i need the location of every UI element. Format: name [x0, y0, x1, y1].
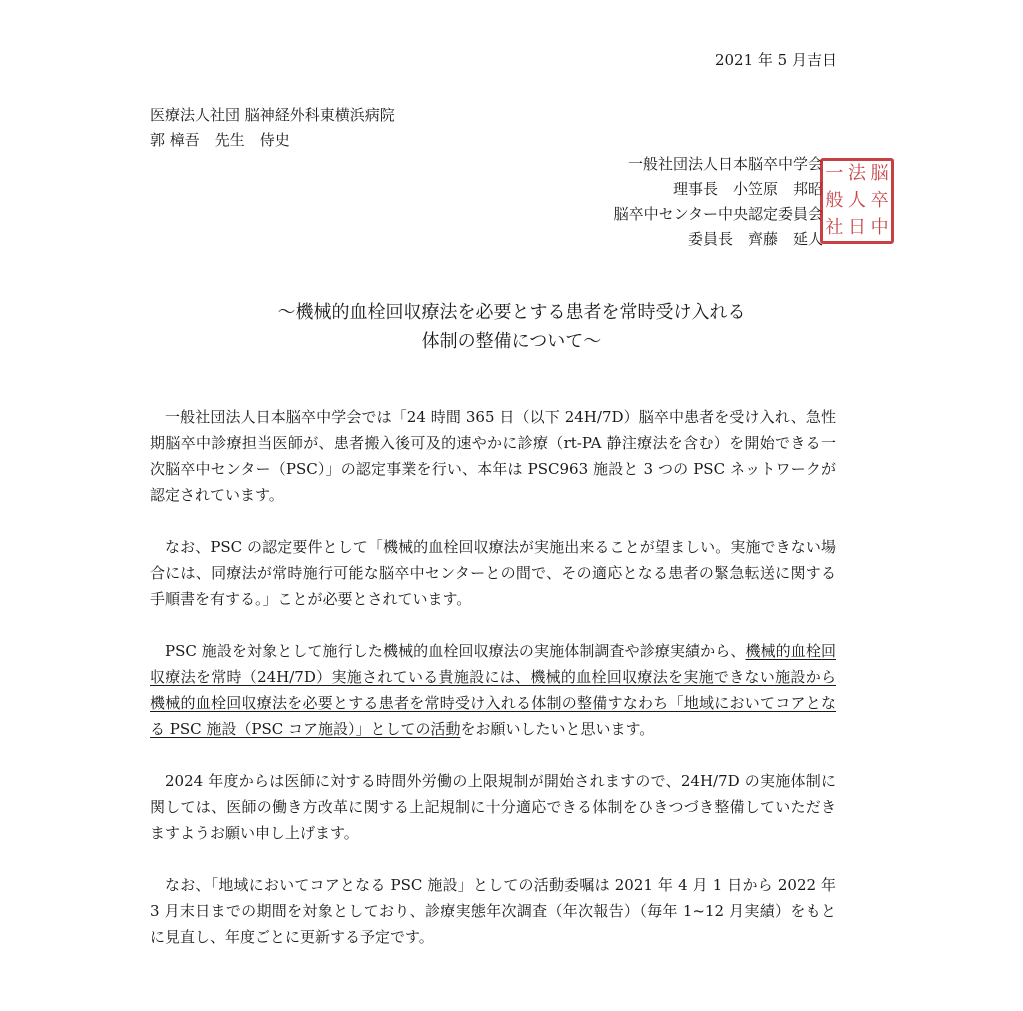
sender-chairman: 理事長 小笠原 邦昭: [672, 180, 823, 198]
sender-committee-chair: 委員長 齊藤 延人: [687, 230, 823, 248]
title-line-1: ～機械的血栓回収療法を必要とする患者を常時受け入れる: [277, 302, 746, 323]
recipient-block: [150, 103, 395, 153]
paragraph-3-underlined-request: 機械的血栓回収療法を常時（24H/7D）実施されている貴施設には、機械的血栓回収療法を実施できない施設から機械的血栓回収療法を必要とする患者を常時受け入れる体制の整備すなわち「地域においてコアとなる PSC 施設（PSC コア施設）」としての活動: [150, 642, 836, 738]
sender-organization: 一般社団法人日本脳卒中学会: [627, 155, 823, 173]
document-title: [0, 298, 1023, 356]
paragraph-1: 一般社団法人日本脳卒中学会では「24 時間 365 日（以下 24H/7D）脳卒中患者を受け入れ、急性期脳卒中診療担当医師が、患者搬入後可及的速やかに診療（rt-PA 静注療法を含む）を開始できる一次脳卒中センター（PSC）」の認定事業を行い、本年は PSC963 施設と 3 つの PSC ネットワークが認定されています。: [150, 408, 836, 504]
sender-block: [614, 152, 823, 252]
recipient-institution: 医療法人社団 脳神経外科東横浜病院: [150, 106, 395, 124]
paragraph-5: なお、「地域においてコアとなる PSC 施設」としての活動委嘱は 2021 年 4 月 1 日から 2022 年 3 月末日までの期間を対象としており、診療実態年次調査（年次報告）（毎年 1~12 月実績）をもとに見直し、年度ごとに更新する予定です。: [150, 876, 836, 946]
paragraph-3-intro: PSC 施設を対象として施行した機械的血栓回収療法の実施体制調査や診療実績から、: [165, 642, 746, 660]
letter-body: [150, 404, 836, 976]
sender-committee: 脳卒中センター中央認定委員会: [613, 205, 823, 223]
letter-date: 2021 年 5 月吉日: [714, 51, 837, 69]
paragraph-2: なお、PSC の認定要件として「機械的血栓回収療法が実施出来ることが望ましい。実施できない場合には、同療法が常時施行可能な脳卒中センターとの間で、その適応となる患者の緊急転送に関する手順書を有する。」ことが必要とされています。: [150, 538, 836, 608]
paragraph-3: [150, 638, 836, 742]
official-seal-stamp: 一 法 脳 般 人 卒 社 日 中: [820, 158, 894, 244]
recipient-name: 郭 樟吾 先生 侍史: [150, 131, 290, 149]
paragraph-4: 2024 年度からは医師に対する時間外労働の上限規制が開始されますので、24H/7D の実施体制に関しては、医師の働き方改革に関する上記規制に十分適応できる体制をひきつづき整備していただきますようお願い申し上げます。: [150, 772, 836, 842]
title-line-2: 体制の整備について～: [421, 331, 602, 352]
paragraph-3-closing: をお願いしたいと思います。: [460, 720, 655, 738]
